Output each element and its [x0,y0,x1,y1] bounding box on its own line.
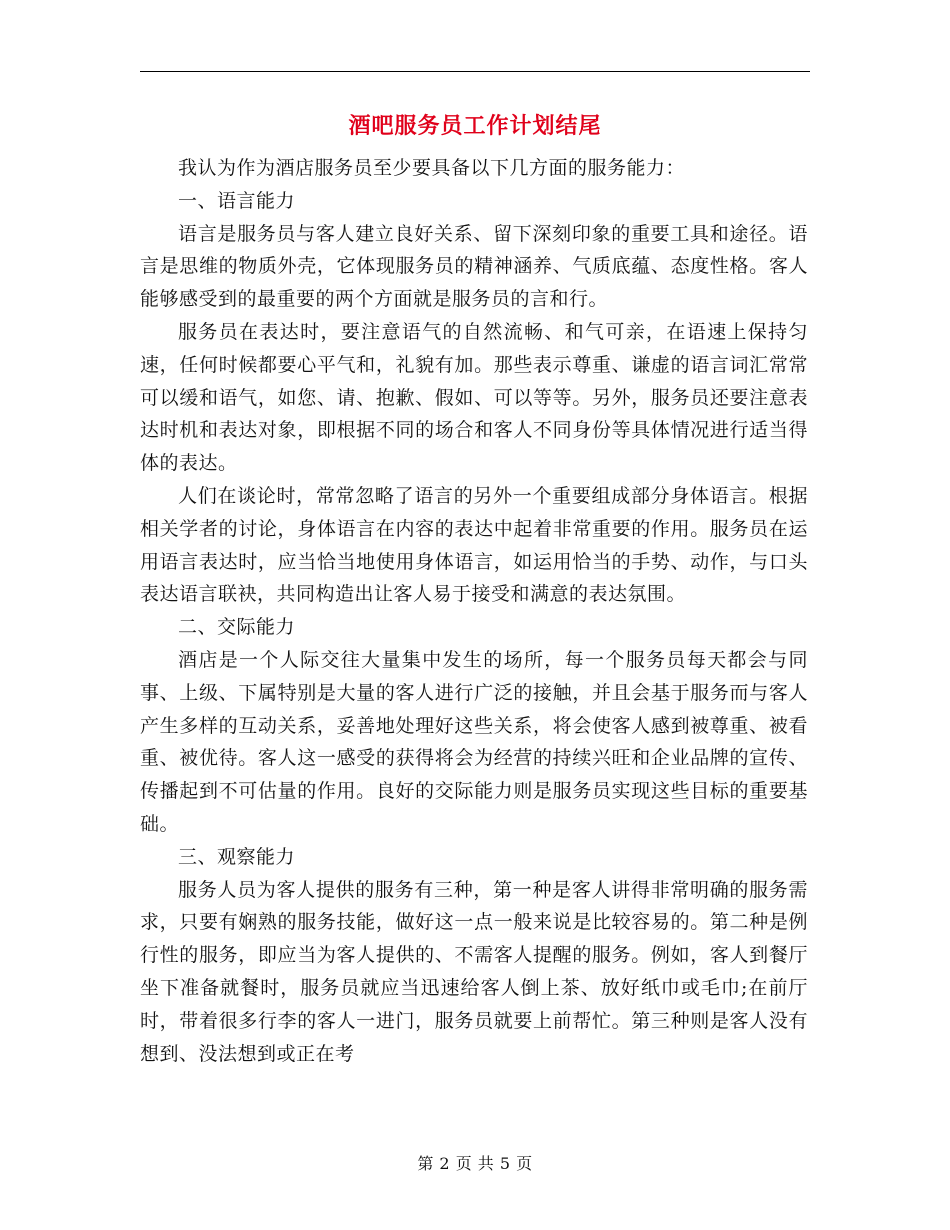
footer-prefix: 第 [417,1154,434,1173]
paragraph-intro: 我认为作为酒店服务员至少要具备以下几方面的服务能力： [178,157,686,179]
paragraph: 酒店是一个人际交往大量集中发生的场所，每一个服务员每天都会与同事、上级、下属特别是大量的客人进行广泛的接触，并且会基于服务而与客人产生多样的互动关系，妥善地处理好这些关系，将会使客人感到被尊重、被看重、被优待。客人这一感受的获得将会为经营的持续兴旺和企业品牌的宣传、传播起到不可估量的作用。良好的交际能力则是服务员实现这些目标的重要基础。 [140,648,808,835]
header-rule [140,71,810,72]
section-heading-observation: 三、观察能力 [178,845,296,868]
page-number-total: 5 [499,1154,511,1173]
footer-middle: 页 共 [455,1154,495,1173]
paragraph: 人们在谈论时，常常忽略了语言的另外一个重要组成部分身体语言。根据相关学者的讨论，身体语言在内容的表达中起着非常重要的作用。服务员在运用语言表达时，应当恰当地使用身体语言，如运用恰当的手势、动作，与口头表达语言联袂，共同构造出让客人易于接受和满意的表达氛围。 [140,484,808,606]
document-body [140,152,808,1070]
paragraph: 语言是服务员与客人建立良好关系、留下深刻印象的重要工具和途径。语言是思维的物质外壳，它体现服务员的精神涵养、气质底蕴、态度性格。客人能够感受到的最重要的两个方面就是服务员的言和行。 [140,222,808,311]
paragraph: 服务员在表达时，要注意语气的自然流畅、和气可亲，在语速上保持匀速，任何时候都要心平气和，礼貌有加。那些表示尊重、谦虚的语言词汇常常可以缓和语气，如您、请、抱歉、假如、可以等等。另外，服务员还要注意表达时机和表达对象，即根据不同的场合和客人不同身份等具体情况进行适当得体的表达。 [140,320,808,475]
page-footer [140,1153,810,1175]
section-heading-language: 一、语言能力 [178,189,296,212]
section-heading-communication: 二、交际能力 [178,616,296,639]
document-title: 酒吧服务员工作计划结尾 [348,113,602,139]
paragraph: 服务人员为客人提供的服务有三种，第一种是客人讲得非常明确的服务需求，只要有娴熟的服务技能，做好这一点一般来说是比较容易的。第二种是例行性的服务，即应当为客人提供的、不需客人提醒的服务。例如，客人到餐厅坐下准备就餐时，服务员就应当迅速给客人倒上茶、放好纸巾或毛巾;在前厅时，带着很多行李的客人一进门，服务员就要上前帮忙。第三种则是客人没有想到、没法想到或正在考 [140,878,808,1065]
page-number-current: 2 [439,1154,451,1173]
footer-suffix: 页 [516,1154,533,1173]
